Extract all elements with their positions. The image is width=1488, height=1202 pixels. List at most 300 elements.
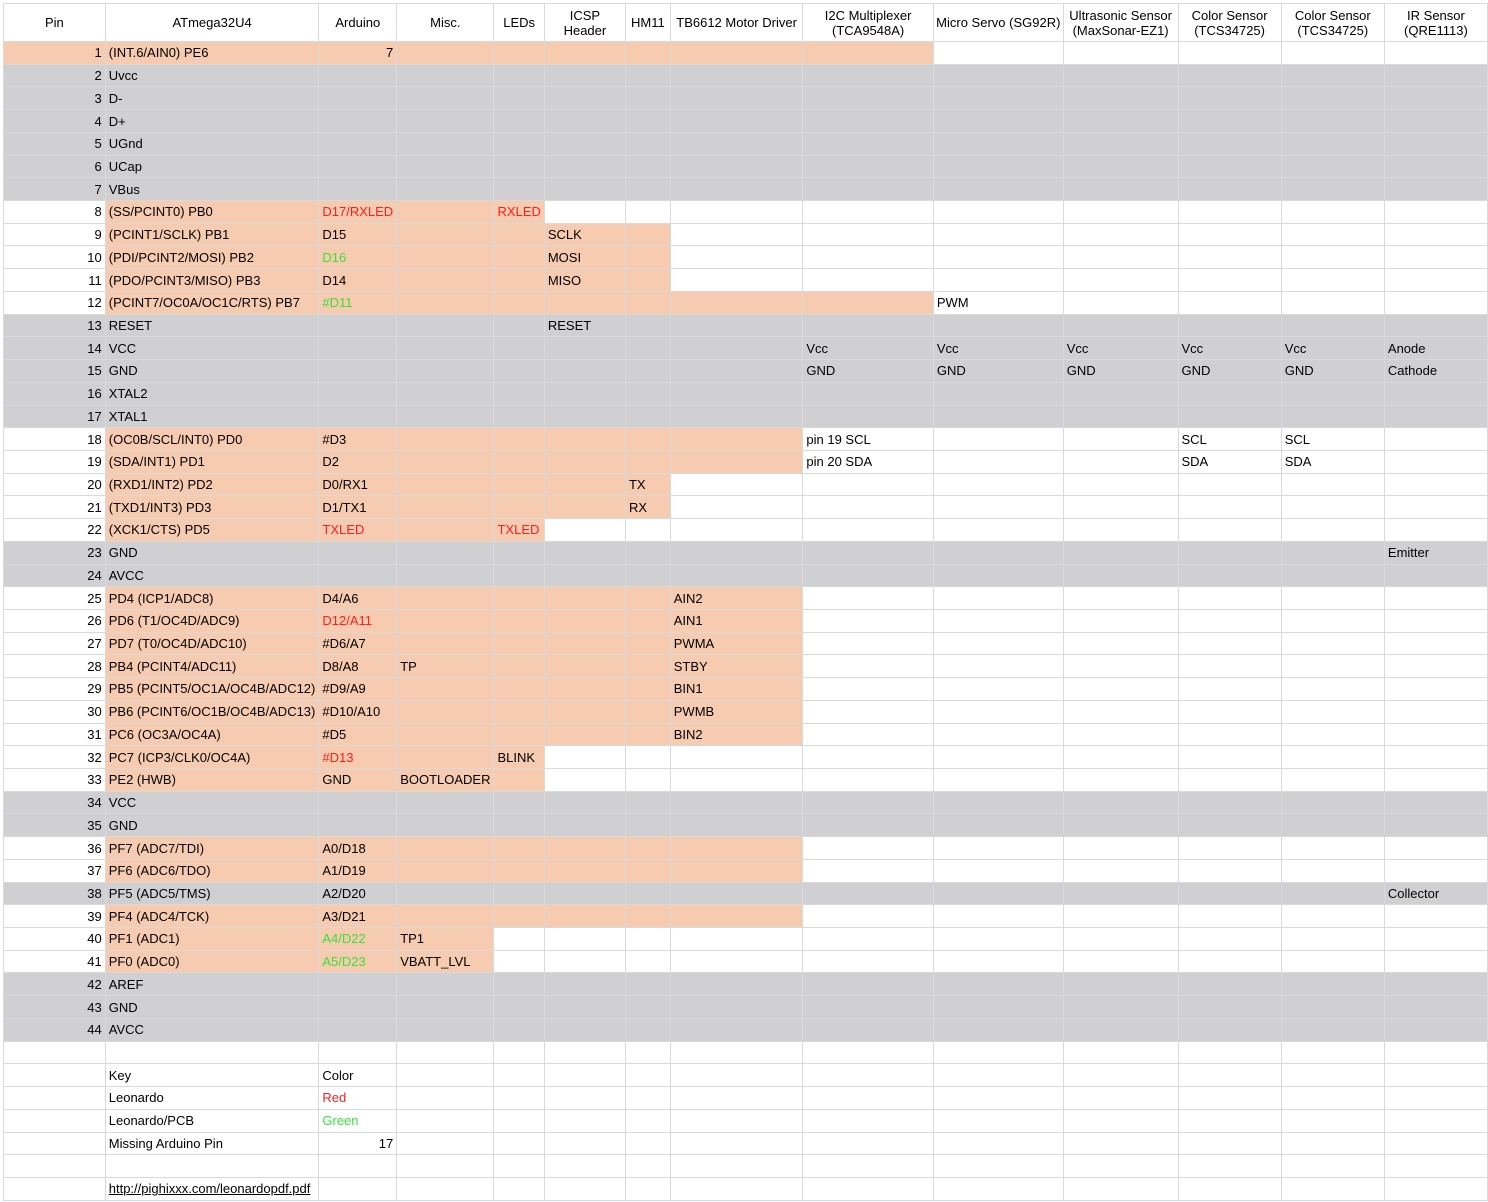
table-cell[interactable] xyxy=(494,769,544,792)
table-cell[interactable] xyxy=(1384,87,1487,110)
table-cell[interactable] xyxy=(1063,1155,1178,1178)
table-cell[interactable] xyxy=(1063,155,1178,178)
table-cell[interactable] xyxy=(1063,450,1178,473)
table-cell[interactable] xyxy=(494,42,544,65)
table-cell[interactable] xyxy=(803,1155,933,1178)
table-cell[interactable] xyxy=(105,1155,319,1178)
table-cell[interactable] xyxy=(803,246,933,269)
table-cell[interactable] xyxy=(1281,201,1384,224)
table-cell[interactable] xyxy=(803,132,933,155)
pin-number-cell[interactable]: 30 xyxy=(4,700,106,723)
table-cell[interactable] xyxy=(933,64,1063,87)
table-cell[interactable] xyxy=(1384,269,1487,292)
table-cell[interactable] xyxy=(625,814,670,837)
table-cell[interactable] xyxy=(1063,928,1178,951)
table-cell[interactable] xyxy=(4,1177,106,1200)
table-cell[interactable]: Cathode xyxy=(1384,360,1487,383)
table-cell[interactable] xyxy=(1281,1177,1384,1200)
table-cell[interactable] xyxy=(670,201,803,224)
table-cell[interactable]: PWM xyxy=(933,291,1063,314)
table-cell[interactable] xyxy=(1384,564,1487,587)
table-cell[interactable] xyxy=(625,360,670,383)
table-cell[interactable] xyxy=(1178,564,1281,587)
table-cell[interactable] xyxy=(803,405,933,428)
table-cell[interactable]: #D9/A9 xyxy=(319,678,397,701)
table-cell[interactable] xyxy=(319,1018,397,1041)
table-cell[interactable] xyxy=(1063,723,1178,746)
table-cell[interactable] xyxy=(625,64,670,87)
table-cell[interactable] xyxy=(1384,587,1487,610)
table-cell[interactable] xyxy=(1384,405,1487,428)
table-cell[interactable] xyxy=(933,905,1063,928)
table-cell[interactable]: PB5 (PCINT5/OC1A/OC4B/ADC12) xyxy=(105,678,319,701)
table-cell[interactable] xyxy=(397,791,494,814)
table-cell[interactable] xyxy=(670,64,803,87)
table-cell[interactable]: D4/A6 xyxy=(319,587,397,610)
table-cell[interactable] xyxy=(670,42,803,65)
table-cell[interactable] xyxy=(397,1132,494,1155)
table-cell[interactable] xyxy=(803,541,933,564)
table-cell[interactable]: TX xyxy=(625,473,670,496)
table-cell[interactable] xyxy=(1063,837,1178,860)
table-cell[interactable] xyxy=(1281,1041,1384,1064)
table-cell[interactable] xyxy=(803,314,933,337)
table-cell[interactable] xyxy=(1281,269,1384,292)
table-cell[interactable] xyxy=(803,382,933,405)
table-cell[interactable] xyxy=(494,814,544,837)
table-cell[interactable] xyxy=(1281,87,1384,110)
pin-number-cell[interactable]: 6 xyxy=(4,155,106,178)
table-cell[interactable] xyxy=(1063,1132,1178,1155)
table-cell[interactable] xyxy=(1178,223,1281,246)
table-cell[interactable]: #D5 xyxy=(319,723,397,746)
table-cell[interactable] xyxy=(397,587,494,610)
table-cell[interactable] xyxy=(544,791,625,814)
legend-value[interactable]: Color xyxy=(319,1064,397,1087)
table-cell[interactable] xyxy=(933,428,1063,451)
table-cell[interactable] xyxy=(933,405,1063,428)
table-cell[interactable] xyxy=(544,291,625,314)
table-cell[interactable] xyxy=(544,882,625,905)
table-cell[interactable] xyxy=(1063,950,1178,973)
table-cell[interactable] xyxy=(933,519,1063,542)
table-cell[interactable] xyxy=(1384,291,1487,314)
table-cell[interactable]: 7 xyxy=(319,42,397,65)
table-cell[interactable]: SCL xyxy=(1281,428,1384,451)
table-cell[interactable] xyxy=(1281,928,1384,951)
table-cell[interactable] xyxy=(397,723,494,746)
table-cell[interactable] xyxy=(933,1177,1063,1200)
table-cell[interactable] xyxy=(1281,155,1384,178)
table-cell[interactable] xyxy=(494,996,544,1019)
table-cell[interactable] xyxy=(494,587,544,610)
table-cell[interactable]: (PCINT7/OC0A/OC1C/RTS) PB7 xyxy=(105,291,319,314)
table-cell[interactable] xyxy=(494,155,544,178)
pin-number-cell[interactable]: 41 xyxy=(4,950,106,973)
pin-number-cell[interactable]: 17 xyxy=(4,405,106,428)
table-cell[interactable] xyxy=(1063,1177,1178,1200)
table-cell[interactable] xyxy=(494,428,544,451)
table-cell[interactable] xyxy=(397,632,494,655)
table-cell[interactable] xyxy=(494,405,544,428)
pin-number-cell[interactable]: 8 xyxy=(4,201,106,224)
table-cell[interactable] xyxy=(397,1087,494,1110)
table-cell[interactable] xyxy=(1063,746,1178,769)
table-cell[interactable] xyxy=(1178,859,1281,882)
pin-number-cell[interactable]: 43 xyxy=(4,996,106,1019)
table-cell[interactable] xyxy=(1384,132,1487,155)
table-cell[interactable] xyxy=(319,178,397,201)
table-cell[interactable] xyxy=(933,700,1063,723)
table-cell[interactable] xyxy=(670,1064,803,1087)
table-cell[interactable] xyxy=(1178,905,1281,928)
table-cell[interactable] xyxy=(1384,201,1487,224)
table-cell[interactable] xyxy=(544,700,625,723)
table-cell[interactable] xyxy=(544,473,625,496)
table-cell[interactable]: (OC0B/SCL/INT0) PD0 xyxy=(105,428,319,451)
table-cell[interactable]: UCap xyxy=(105,155,319,178)
column-header-10[interactable]: Ultrasonic Sensor (MaxSonar-EZ1) xyxy=(1063,4,1178,42)
table-cell[interactable] xyxy=(1281,541,1384,564)
table-cell[interactable] xyxy=(625,382,670,405)
table-cell[interactable] xyxy=(494,110,544,133)
table-cell[interactable]: PF7 (ADC7/TDI) xyxy=(105,837,319,860)
table-cell[interactable] xyxy=(933,246,1063,269)
table-cell[interactable] xyxy=(1063,87,1178,110)
table-cell[interactable] xyxy=(670,314,803,337)
table-cell[interactable] xyxy=(1178,1041,1281,1064)
table-cell[interactable] xyxy=(670,859,803,882)
table-cell[interactable] xyxy=(494,859,544,882)
table-cell[interactable] xyxy=(625,587,670,610)
table-cell[interactable] xyxy=(494,1109,544,1132)
table-cell[interactable] xyxy=(670,769,803,792)
table-cell[interactable]: GND xyxy=(105,996,319,1019)
table-cell[interactable] xyxy=(494,1132,544,1155)
table-cell[interactable] xyxy=(1063,64,1178,87)
table-cell[interactable] xyxy=(670,564,803,587)
table-cell[interactable] xyxy=(1178,655,1281,678)
table-cell[interactable] xyxy=(494,882,544,905)
table-cell[interactable] xyxy=(494,360,544,383)
table-cell[interactable] xyxy=(803,928,933,951)
table-cell[interactable] xyxy=(803,519,933,542)
table-cell[interactable] xyxy=(544,132,625,155)
table-cell[interactable] xyxy=(1281,905,1384,928)
table-cell[interactable]: XTAL1 xyxy=(105,405,319,428)
pin-number-cell[interactable]: 19 xyxy=(4,450,106,473)
table-cell[interactable] xyxy=(4,1132,106,1155)
table-cell[interactable] xyxy=(1281,1018,1384,1041)
table-cell[interactable] xyxy=(494,246,544,269)
table-cell[interactable] xyxy=(544,155,625,178)
table-cell[interactable] xyxy=(803,814,933,837)
table-cell[interactable] xyxy=(625,1041,670,1064)
table-cell[interactable] xyxy=(319,87,397,110)
table-cell[interactable] xyxy=(1384,42,1487,65)
pin-number-cell[interactable]: 34 xyxy=(4,791,106,814)
pin-number-cell[interactable]: 33 xyxy=(4,769,106,792)
table-cell[interactable]: TXLED xyxy=(319,519,397,542)
table-cell[interactable] xyxy=(494,837,544,860)
table-cell[interactable] xyxy=(625,337,670,360)
table-cell[interactable] xyxy=(933,837,1063,860)
table-cell[interactable] xyxy=(544,42,625,65)
table-cell[interactable] xyxy=(670,973,803,996)
table-cell[interactable] xyxy=(397,678,494,701)
table-cell[interactable] xyxy=(625,519,670,542)
table-cell[interactable] xyxy=(1178,64,1281,87)
table-cell[interactable] xyxy=(933,178,1063,201)
table-cell[interactable]: RXLED xyxy=(494,201,544,224)
table-cell[interactable] xyxy=(544,655,625,678)
table-cell[interactable]: MISO xyxy=(544,269,625,292)
pin-number-cell[interactable]: 4 xyxy=(4,110,106,133)
table-cell[interactable] xyxy=(625,973,670,996)
table-cell[interactable] xyxy=(397,814,494,837)
table-cell[interactable]: XTAL2 xyxy=(105,382,319,405)
pin-number-cell[interactable]: 5 xyxy=(4,132,106,155)
table-cell[interactable] xyxy=(1281,746,1384,769)
table-cell[interactable] xyxy=(4,1064,106,1087)
table-cell[interactable] xyxy=(1384,473,1487,496)
pin-number-cell[interactable]: 40 xyxy=(4,928,106,951)
table-cell[interactable]: D+ xyxy=(105,110,319,133)
table-cell[interactable] xyxy=(670,837,803,860)
table-cell[interactable]: #D3 xyxy=(319,428,397,451)
table-cell[interactable] xyxy=(1178,950,1281,973)
table-cell[interactable] xyxy=(319,973,397,996)
table-cell[interactable] xyxy=(803,42,933,65)
table-cell[interactable] xyxy=(319,382,397,405)
table-cell[interactable] xyxy=(4,1041,106,1064)
column-header-8[interactable]: I2C Multiplexer (TCA9548A) xyxy=(803,4,933,42)
table-cell[interactable] xyxy=(1281,473,1384,496)
table-cell[interactable] xyxy=(494,314,544,337)
table-cell[interactable] xyxy=(933,882,1063,905)
table-cell[interactable] xyxy=(1384,1155,1487,1178)
table-cell[interactable] xyxy=(544,1041,625,1064)
table-cell[interactable]: (PDO/PCINT3/MISO) PB3 xyxy=(105,269,319,292)
table-cell[interactable] xyxy=(625,42,670,65)
table-cell[interactable] xyxy=(494,973,544,996)
table-cell[interactable] xyxy=(670,428,803,451)
table-cell[interactable]: GND xyxy=(803,360,933,383)
table-cell[interactable]: D1/TX1 xyxy=(319,496,397,519)
table-cell[interactable] xyxy=(1384,837,1487,860)
legend-value[interactable]: 17 xyxy=(319,1132,397,1155)
table-cell[interactable] xyxy=(625,564,670,587)
table-cell[interactable] xyxy=(670,928,803,951)
table-cell[interactable] xyxy=(1178,87,1281,110)
table-cell[interactable] xyxy=(933,132,1063,155)
table-cell[interactable] xyxy=(625,632,670,655)
table-cell[interactable] xyxy=(397,973,494,996)
table-cell[interactable] xyxy=(670,110,803,133)
table-cell[interactable] xyxy=(803,87,933,110)
table-cell[interactable] xyxy=(670,405,803,428)
pin-number-cell[interactable]: 13 xyxy=(4,314,106,337)
table-cell[interactable] xyxy=(803,473,933,496)
table-cell[interactable] xyxy=(803,155,933,178)
table-cell[interactable] xyxy=(1178,973,1281,996)
table-cell[interactable]: Uvcc xyxy=(105,64,319,87)
table-cell[interactable] xyxy=(1384,859,1487,882)
table-cell[interactable] xyxy=(1384,609,1487,632)
table-cell[interactable]: SDA xyxy=(1281,450,1384,473)
table-cell[interactable] xyxy=(494,609,544,632)
table-cell[interactable] xyxy=(1384,746,1487,769)
table-cell[interactable] xyxy=(1063,132,1178,155)
column-header-12[interactable]: Color Sensor (TCS34725) xyxy=(1281,4,1384,42)
legend-label[interactable]: Leonardo/PCB xyxy=(105,1109,319,1132)
table-cell[interactable] xyxy=(933,746,1063,769)
table-cell[interactable]: D2 xyxy=(319,450,397,473)
table-cell[interactable] xyxy=(1063,110,1178,133)
table-cell[interactable] xyxy=(397,1155,494,1178)
table-cell[interactable] xyxy=(1384,1064,1487,1087)
table-cell[interactable] xyxy=(1063,973,1178,996)
pin-number-cell[interactable]: 16 xyxy=(4,382,106,405)
table-cell[interactable] xyxy=(544,382,625,405)
table-cell[interactable] xyxy=(1063,1109,1178,1132)
pin-number-cell[interactable]: 24 xyxy=(4,564,106,587)
pin-number-cell[interactable]: 38 xyxy=(4,882,106,905)
table-cell[interactable]: RESET xyxy=(544,314,625,337)
table-cell[interactable]: PWMA xyxy=(670,632,803,655)
table-cell[interactable]: PWMB xyxy=(670,700,803,723)
table-cell[interactable] xyxy=(625,223,670,246)
table-cell[interactable] xyxy=(319,564,397,587)
table-cell[interactable]: #D10/A10 xyxy=(319,700,397,723)
table-cell[interactable] xyxy=(397,450,494,473)
table-cell[interactable] xyxy=(1063,223,1178,246)
table-cell[interactable] xyxy=(803,1087,933,1110)
table-cell[interactable] xyxy=(397,564,494,587)
pin-number-cell[interactable]: 26 xyxy=(4,609,106,632)
table-cell[interactable] xyxy=(1281,1109,1384,1132)
table-cell[interactable]: GND xyxy=(105,360,319,383)
table-cell[interactable] xyxy=(4,1155,106,1178)
table-cell[interactable] xyxy=(1178,291,1281,314)
table-cell[interactable] xyxy=(1281,496,1384,519)
table-cell[interactable] xyxy=(803,905,933,928)
table-cell[interactable] xyxy=(1178,1177,1281,1200)
column-header-0[interactable]: Pin xyxy=(4,4,106,42)
table-cell[interactable] xyxy=(1178,178,1281,201)
table-cell[interactable] xyxy=(494,950,544,973)
table-cell[interactable] xyxy=(544,814,625,837)
table-cell[interactable] xyxy=(544,950,625,973)
table-cell[interactable] xyxy=(544,859,625,882)
table-cell[interactable]: #D11 xyxy=(319,291,397,314)
table-cell[interactable]: MOSI xyxy=(544,246,625,269)
table-cell[interactable] xyxy=(1384,1177,1487,1200)
table-cell[interactable] xyxy=(494,87,544,110)
table-cell[interactable]: (TXD1/INT3) PD3 xyxy=(105,496,319,519)
table-cell[interactable] xyxy=(1178,382,1281,405)
table-cell[interactable] xyxy=(397,496,494,519)
table-cell[interactable] xyxy=(397,64,494,87)
table-cell[interactable] xyxy=(1281,655,1384,678)
table-cell[interactable] xyxy=(1281,837,1384,860)
table-cell[interactable] xyxy=(1384,450,1487,473)
table-cell[interactable] xyxy=(625,201,670,224)
table-cell[interactable] xyxy=(625,541,670,564)
table-cell[interactable] xyxy=(1384,973,1487,996)
table-cell[interactable] xyxy=(1063,769,1178,792)
table-cell[interactable] xyxy=(494,1018,544,1041)
table-cell[interactable] xyxy=(1063,859,1178,882)
table-cell[interactable] xyxy=(1178,928,1281,951)
table-cell[interactable] xyxy=(803,223,933,246)
table-cell[interactable]: VBus xyxy=(105,178,319,201)
table-cell[interactable] xyxy=(1178,541,1281,564)
table-cell[interactable] xyxy=(397,1064,494,1087)
table-cell[interactable] xyxy=(397,269,494,292)
table-cell[interactable] xyxy=(494,132,544,155)
table-cell[interactable] xyxy=(544,64,625,87)
table-cell[interactable]: BOOTLOADER xyxy=(397,769,494,792)
table-cell[interactable] xyxy=(670,1177,803,1200)
table-cell[interactable] xyxy=(1063,496,1178,519)
table-cell[interactable] xyxy=(625,609,670,632)
table-cell[interactable] xyxy=(1063,632,1178,655)
table-cell[interactable] xyxy=(397,473,494,496)
table-cell[interactable]: Vcc xyxy=(1063,337,1178,360)
table-cell[interactable] xyxy=(397,519,494,542)
table-cell[interactable] xyxy=(1384,769,1487,792)
table-cell[interactable] xyxy=(625,178,670,201)
table-cell[interactable] xyxy=(1384,496,1487,519)
table-cell[interactable] xyxy=(1178,155,1281,178)
table-cell[interactable]: (SS/PCINT0) PB0 xyxy=(105,201,319,224)
table-cell[interactable] xyxy=(1178,587,1281,610)
table-cell[interactable]: PD7 (T0/OC4D/ADC10) xyxy=(105,632,319,655)
table-cell[interactable] xyxy=(803,700,933,723)
table-cell[interactable] xyxy=(670,178,803,201)
table-cell[interactable] xyxy=(494,1064,544,1087)
pin-number-cell[interactable]: 29 xyxy=(4,678,106,701)
table-cell[interactable] xyxy=(933,1132,1063,1155)
table-cell[interactable] xyxy=(494,496,544,519)
table-cell[interactable] xyxy=(494,1177,544,1200)
table-cell[interactable] xyxy=(803,609,933,632)
table-cell[interactable] xyxy=(494,291,544,314)
table-cell[interactable] xyxy=(319,996,397,1019)
table-cell[interactable]: D0/RX1 xyxy=(319,473,397,496)
table-cell[interactable] xyxy=(1384,1132,1487,1155)
table-cell[interactable] xyxy=(397,337,494,360)
table-cell[interactable] xyxy=(319,405,397,428)
table-cell[interactable] xyxy=(494,541,544,564)
pin-number-cell[interactable]: 7 xyxy=(4,178,106,201)
table-cell[interactable] xyxy=(1281,1132,1384,1155)
table-cell[interactable] xyxy=(670,473,803,496)
table-cell[interactable] xyxy=(544,450,625,473)
table-cell[interactable] xyxy=(803,1064,933,1087)
table-cell[interactable]: PB4 (PCINT4/ADC11) xyxy=(105,655,319,678)
table-cell[interactable]: SCL xyxy=(1178,428,1281,451)
table-cell[interactable] xyxy=(1063,246,1178,269)
table-cell[interactable]: PF0 (ADC0) xyxy=(105,950,319,973)
table-cell[interactable] xyxy=(1063,291,1178,314)
table-cell[interactable] xyxy=(1281,110,1384,133)
table-cell[interactable] xyxy=(4,1109,106,1132)
legend-value[interactable]: Green xyxy=(319,1109,397,1132)
table-cell[interactable] xyxy=(933,655,1063,678)
table-cell[interactable] xyxy=(1178,700,1281,723)
